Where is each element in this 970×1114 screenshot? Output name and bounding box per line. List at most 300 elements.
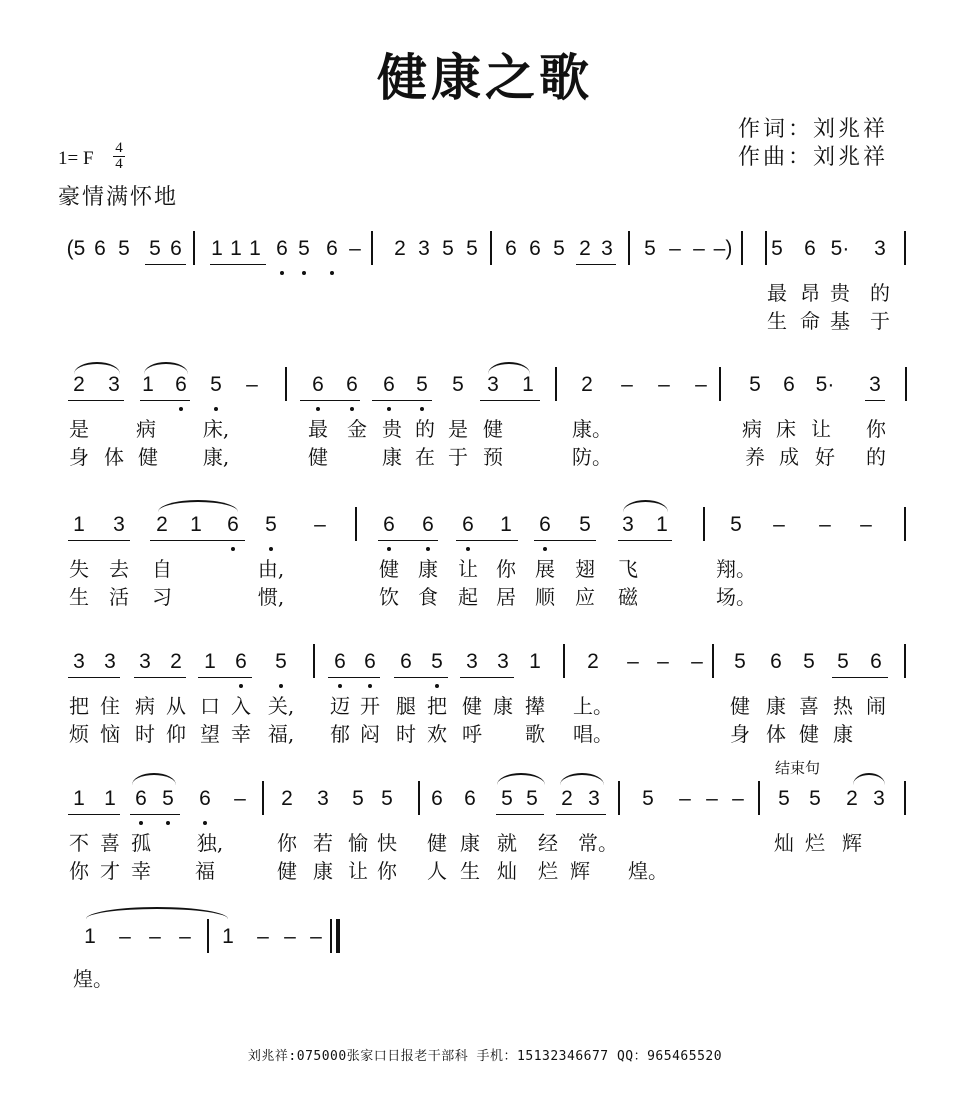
note: – [732, 787, 744, 810]
note: 3 [108, 373, 120, 396]
lyric-verse-2: 郁 [330, 722, 350, 746]
note: 5 [210, 373, 222, 396]
barline [758, 781, 760, 815]
beam-underline [145, 264, 186, 265]
note: 2 [156, 513, 168, 536]
beam-underline [496, 814, 544, 815]
contact-footer: 刘兆祥:075000张家口日报老干部科 手机：15132346677 QQ：965465520 [247, 1049, 723, 1064]
note: 6 [431, 787, 443, 810]
slur [158, 500, 238, 512]
lyric-verse-1: 入 [231, 694, 251, 718]
beam-underline [618, 540, 672, 541]
note: 6 [135, 787, 147, 810]
beam-underline [300, 400, 360, 401]
octave-dot [466, 547, 470, 551]
note: 3 [873, 787, 885, 810]
note: 5 [809, 787, 821, 810]
barline [262, 781, 264, 815]
octave-dot [203, 821, 207, 825]
beam-underline [378, 540, 438, 541]
note: 1 [656, 513, 668, 536]
lyric-verse-1: 孤 [131, 831, 151, 855]
note: – [819, 513, 831, 536]
note: 6 [334, 650, 346, 673]
note: 1 [522, 373, 534, 396]
note: 6 [400, 650, 412, 673]
note: 6 [870, 650, 882, 673]
note: – [179, 925, 191, 948]
beam-underline [832, 677, 888, 678]
barline [355, 507, 357, 541]
octave-dot [179, 407, 183, 411]
note: 6 [462, 513, 474, 536]
lyric-verse-1: 经 [538, 831, 558, 855]
lyric-verse-1: 上。 [573, 694, 613, 718]
note: – [679, 787, 691, 810]
octave-dot [435, 684, 439, 688]
lyric-verse-1: 把 [427, 694, 447, 718]
beam-underline [68, 677, 120, 678]
note: 2 [579, 237, 591, 260]
barline [563, 644, 565, 678]
final-barline [330, 919, 332, 953]
note: (5 [66, 237, 86, 260]
key-signature: 1= F [58, 148, 94, 169]
lyric-verse-2: 灿 [497, 859, 517, 883]
beam-underline [556, 814, 606, 815]
octave-dot [231, 547, 235, 551]
octave-dot [330, 271, 334, 275]
lyric-verse-1: 康 [493, 694, 513, 718]
note: 6 [326, 237, 338, 260]
note: 5 [275, 650, 287, 673]
note: 5 [837, 650, 849, 673]
lyric-verse-2: 在 [415, 445, 435, 469]
lyric-verse-2: 唱。 [573, 722, 613, 746]
octave-dot [387, 407, 391, 411]
lyric-verse-2: 磁 [618, 585, 638, 609]
note: 3 [622, 513, 634, 536]
barline [628, 231, 630, 265]
slur [560, 773, 604, 785]
beam-underline [68, 540, 130, 541]
lyric-verse-2: 生 [69, 585, 89, 609]
note: 3 [601, 237, 613, 260]
slur [488, 362, 530, 374]
octave-dot [420, 407, 424, 411]
note: 1 [73, 513, 85, 536]
note: 1 [230, 237, 242, 260]
octave-dot [302, 271, 306, 275]
note: – [658, 373, 670, 396]
barline [207, 919, 209, 953]
beam-underline [226, 264, 266, 265]
lyric-verse-2: 生 [460, 859, 480, 883]
note: – [706, 787, 718, 810]
lyric-verse-2: 歌 [525, 722, 545, 746]
note: 5 [730, 513, 742, 536]
lyric-verse-2: 命 [800, 309, 820, 333]
lyric-verse-1: 展 [535, 557, 555, 581]
note: – [149, 925, 161, 948]
beam-underline [68, 814, 120, 815]
lyricist-credit: 作词：刘兆祥 [738, 117, 889, 142]
lyric-verse-2: 场。 [716, 585, 756, 609]
note: 5 [162, 787, 174, 810]
note: 6 [364, 650, 376, 673]
lyric-verse-2: 成 [779, 445, 799, 469]
lyric-verse-2: 健 [138, 445, 158, 469]
slur [74, 362, 120, 374]
beam-underline [134, 677, 186, 678]
lyric-verse-2: 望 [200, 722, 220, 746]
lyric-verse-1: 床, [202, 417, 230, 441]
note: 5 [803, 650, 815, 673]
lyric-verse-2: 惯, [257, 585, 285, 609]
note: 6 [539, 513, 551, 536]
note: –) [713, 237, 733, 260]
note: – [627, 650, 639, 673]
note: 6 [770, 650, 782, 673]
octave-dot [269, 547, 273, 551]
beam-underline [68, 400, 124, 401]
lyric-verse-1: 愉 [348, 831, 368, 855]
lyric-verse-1: 辉 [842, 831, 862, 855]
note: 6 [199, 787, 211, 810]
beam-underline [865, 400, 885, 401]
lyric-verse-1: 翅 [575, 557, 595, 581]
note: 2 [846, 787, 858, 810]
note: 5 [466, 237, 478, 260]
lyric-verse-2: 福, [267, 722, 295, 746]
lyric-verse-2: 欢 [427, 722, 447, 746]
slur [132, 773, 176, 785]
note: 6 [529, 237, 541, 260]
note: 3 [487, 373, 499, 396]
beam-underline [480, 400, 540, 401]
lyric-verse-1: 灿 [774, 831, 794, 855]
barline [904, 507, 906, 541]
barline [765, 231, 767, 265]
note: 3 [73, 650, 85, 673]
note: 2 [73, 373, 85, 396]
note: – [257, 925, 269, 948]
note: 2 [170, 650, 182, 673]
slur [853, 773, 885, 785]
lyric-verse-2: 闷 [360, 722, 380, 746]
lyric-verse-1: 翔。 [716, 557, 756, 581]
note: – [621, 373, 633, 396]
lyric-verse-1: 让 [811, 417, 831, 441]
lyric-verse-2: 烂 [538, 859, 558, 883]
note: 5 [642, 787, 654, 810]
note: 5 [381, 787, 393, 810]
lyric-verse-1: 是 [69, 417, 89, 441]
lyric-verse-2: 习 [152, 585, 172, 609]
beam-underline [372, 400, 432, 401]
note: – [669, 237, 681, 260]
lyric-verse-1: 热 [833, 694, 853, 718]
lyric-verse-2: 幸 [131, 859, 151, 883]
lyric-verse-2: 体 [104, 445, 124, 469]
note: 5 [452, 373, 464, 396]
lyric-verse-1: 口 [200, 694, 220, 718]
note: 5 [778, 787, 790, 810]
beam-underline [150, 540, 245, 541]
note: 3 [497, 650, 509, 673]
lyric-verse-2: 康 [313, 859, 333, 883]
note: 3 [874, 237, 886, 260]
lyric-verse-1: 快 [377, 831, 397, 855]
lyric-verse-1: 金 [347, 417, 367, 441]
lyric-verse-1: 康 [460, 831, 480, 855]
lyric-verse-1: 贵 [382, 417, 402, 441]
lyric-verse-2: 仰 [166, 722, 186, 746]
lyric-verse-2: 健 [277, 859, 297, 883]
note: 2 [581, 373, 593, 396]
barline [703, 507, 705, 541]
lyric-verse-2: 身 [730, 722, 750, 746]
octave-dot [338, 684, 342, 688]
note: – [691, 650, 703, 673]
barline [712, 644, 714, 678]
note: 6 [235, 650, 247, 673]
note: 5· [815, 373, 835, 396]
octave-dot [426, 547, 430, 551]
beam-underline [460, 677, 514, 678]
beam-underline [198, 677, 252, 678]
note: – [695, 373, 707, 396]
note: – [773, 513, 785, 536]
beam-underline [328, 677, 380, 678]
lyric-verse-1: 关, [267, 694, 295, 718]
lyric-verse-2: 康, [202, 445, 230, 469]
note: 5 [352, 787, 364, 810]
note: 5 [442, 237, 454, 260]
tempo-marking: 豪情满怀地 [58, 185, 179, 210]
lyric-verse-1: 康 [418, 557, 438, 581]
note: 1 [84, 925, 96, 948]
beam-underline [130, 814, 180, 815]
lyric-verse-1: 病 [742, 417, 762, 441]
octave-dot [543, 547, 547, 551]
note: 2 [281, 787, 293, 810]
note: – [284, 925, 296, 948]
ending-label: 结束句 [775, 759, 821, 777]
note: – [246, 373, 258, 396]
note: 1 [500, 513, 512, 536]
song-title: 健康之歌 [377, 48, 593, 107]
beam-underline [576, 264, 616, 265]
lyric-verse-1: 让 [458, 557, 478, 581]
note: 6 [312, 373, 324, 396]
lyric-verse-2: 于 [870, 309, 890, 333]
note: 3 [466, 650, 478, 673]
lyric-verse-1: 不 [69, 831, 89, 855]
note: 5 [579, 513, 591, 536]
beam-underline [456, 540, 518, 541]
note: 5 [526, 787, 538, 810]
lyric-verse-2: 防。 [572, 445, 612, 469]
lyric-verse-2: 让 [348, 859, 368, 883]
lyric-verse-2: 才 [100, 859, 120, 883]
note: 1 [73, 787, 85, 810]
octave-dot [139, 821, 143, 825]
lyric-verse-2: 辉 [570, 859, 590, 883]
note: 3 [317, 787, 329, 810]
lyric-verse-2: 饮 [379, 585, 399, 609]
barline [741, 231, 743, 265]
note: 3 [869, 373, 881, 396]
note: – [234, 787, 246, 810]
octave-dot [280, 271, 284, 275]
lyric-verse-2: 呼 [462, 722, 482, 746]
lyric-verse-1: 开 [360, 694, 380, 718]
barline [904, 781, 906, 815]
lyric-verse-1: 的 [870, 281, 890, 305]
note: 2 [394, 237, 406, 260]
note: – [349, 237, 361, 260]
lyric-verse-1: 独, [196, 831, 224, 855]
lyric-verse-2: 的 [866, 445, 886, 469]
note: 5 [298, 237, 310, 260]
lyric-verse-1: 失 [69, 557, 89, 581]
time-top: 4 [115, 140, 123, 156]
note: 5 [431, 650, 443, 673]
barline [618, 781, 620, 815]
lyric-verse-2: 养 [745, 445, 765, 469]
beam-underline [140, 400, 190, 401]
barline [418, 781, 420, 815]
lyric-verse-2: 生 [767, 309, 787, 333]
lyric-verse-2: 顺 [535, 585, 555, 609]
note: 3 [113, 513, 125, 536]
note: 5 [734, 650, 746, 673]
octave-dot [166, 821, 170, 825]
lyric-verse-2: 起 [458, 585, 478, 609]
lyric-verse-1: 飞 [618, 557, 638, 581]
lyric-verse-1: 烂 [805, 831, 825, 855]
lyric-verse-2: 烦 [69, 722, 89, 746]
lyric-verse-1: 最 [767, 281, 787, 305]
lyric-verse-2: 康 [382, 445, 402, 469]
beam-underline [534, 540, 596, 541]
note: 6 [175, 373, 187, 396]
lyric-verse-2: 你 [69, 859, 89, 883]
lyric-verse-2: 基 [830, 309, 850, 333]
octave-dot [316, 407, 320, 411]
lyric-verse-2: 于 [448, 445, 468, 469]
lyric-verse-2: 时 [396, 722, 416, 746]
lyric-verse-2: 时 [135, 722, 155, 746]
lyric-verse-2: 应 [575, 585, 595, 609]
lyric-verse-1: 病 [136, 417, 156, 441]
lyric-verse-2: 你 [377, 859, 397, 883]
lyric-verse-1: 迈 [330, 694, 350, 718]
note: 5 [118, 237, 130, 260]
note: 6 [383, 513, 395, 536]
lyric-verse-1: 由, [257, 557, 285, 581]
note: 1 [142, 373, 154, 396]
note: 1 [104, 787, 116, 810]
note: 2 [561, 787, 573, 810]
slur [144, 362, 188, 374]
note: – [310, 925, 322, 948]
lyric-verse-1: 从 [166, 694, 186, 718]
note: 6 [227, 513, 239, 536]
note: 5 [265, 513, 277, 536]
barline [905, 367, 907, 401]
note: 5 [553, 237, 565, 260]
note: – [314, 513, 326, 536]
note: 6 [170, 237, 182, 260]
slur [497, 773, 545, 785]
note: 1 [211, 237, 223, 260]
note: 6 [346, 373, 358, 396]
lyric-verse-2: 食 [418, 585, 438, 609]
lyric-verse-1: 住 [100, 694, 120, 718]
lyric-verse-2: 恼 [100, 722, 120, 746]
note: 1 [204, 650, 216, 673]
lyric-verse-1: 腿 [396, 694, 416, 718]
lyric-verse-2: 康 [833, 722, 853, 746]
lyric-verse-1: 最 [308, 417, 328, 441]
lyric-verse-2: 煌。 [628, 859, 668, 883]
note: 5 [771, 237, 783, 260]
note: 6 [464, 787, 476, 810]
time-signature [113, 141, 125, 172]
lyric-verse-1: 喜 [799, 694, 819, 718]
note: 5 [644, 237, 656, 260]
note: 5 [749, 373, 761, 396]
lyric-verse-2: 福 [195, 859, 215, 883]
note: 1 [190, 513, 202, 536]
barline [719, 367, 721, 401]
note: – [860, 513, 872, 536]
note: 6 [383, 373, 395, 396]
lyric-verse-1: 昂 [800, 281, 820, 305]
barline [555, 367, 557, 401]
final-barline-thick [336, 919, 340, 953]
lyric-verse-1: 撵 [525, 694, 545, 718]
octave-dot [239, 684, 243, 688]
lyric-verse-2: 人 [427, 859, 447, 883]
note: 3 [139, 650, 151, 673]
lyric-verse-1: 常。 [578, 831, 618, 855]
note: – [119, 925, 131, 948]
note: 3 [104, 650, 116, 673]
octave-dot [279, 684, 283, 688]
note: 6 [422, 513, 434, 536]
lyric-verse-1: 健 [462, 694, 482, 718]
lyric-verse-2: 居 [496, 585, 516, 609]
lyric-verse-1: 康。 [572, 417, 612, 441]
lyric-verse-2: 身 [69, 445, 89, 469]
barline [490, 231, 492, 265]
note: 6 [94, 237, 106, 260]
note: 6 [505, 237, 517, 260]
note: 1 [529, 650, 541, 673]
barline [904, 644, 906, 678]
composer-credit: 作曲：刘兆祥 [738, 145, 889, 170]
lyric-verse-1: 病 [135, 694, 155, 718]
octave-dot [350, 407, 354, 411]
barline [285, 367, 287, 401]
note: 5 [501, 787, 513, 810]
beam-underline [394, 677, 448, 678]
lyric-verse-2: 活 [109, 585, 129, 609]
note: 1 [249, 237, 261, 260]
